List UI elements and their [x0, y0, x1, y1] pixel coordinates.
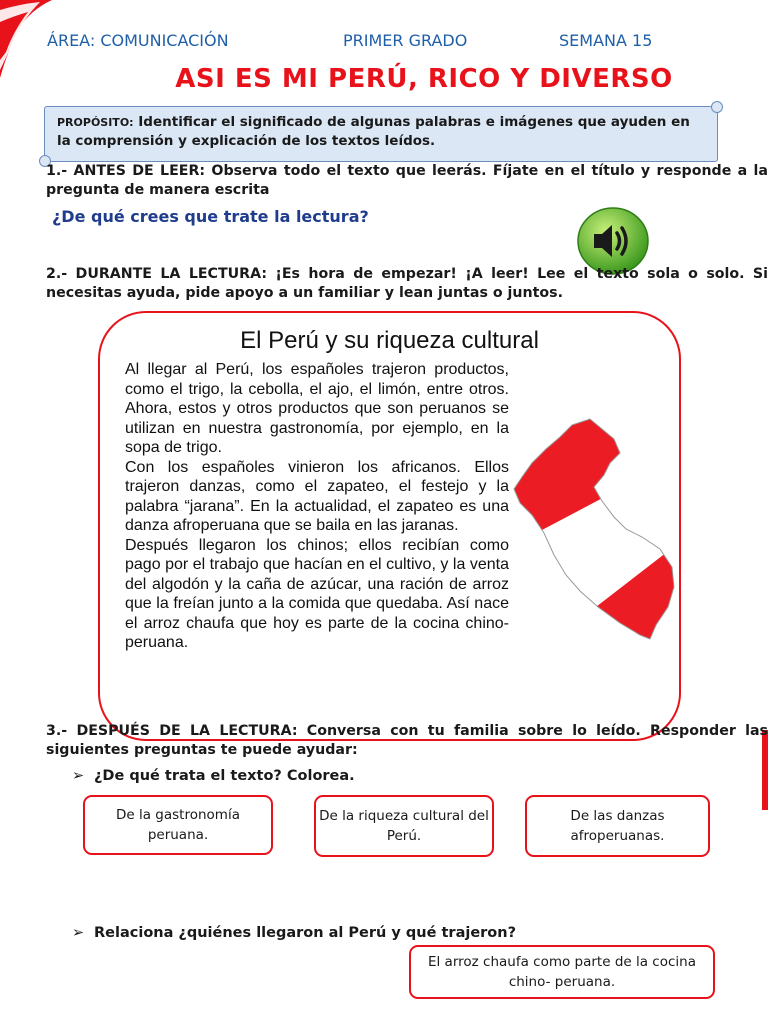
- reading-card: [98, 311, 681, 741]
- answer-box-chaufa[interactable]: El arroz chaufa como parte de la cocina chino- peruana.: [409, 945, 715, 999]
- week-label: SEMANA 15: [559, 31, 653, 50]
- reading-paragraph: Después llegaron los chinos; ellos recibían como pago por el trabajo que hacían en el cultivo, y la venta del algodón y la caña de azúcar, una ración de arroz que la freían junto a la comida que quedaba. Así nace el arroz chaufa que hoy es parte de la cocina chino-peruana.: [125, 536, 509, 651]
- purpose-text: Identificar el significado de algunas palabras e imágenes que ayuden en la comprensión y explicación de los textos leídos.: [57, 114, 690, 149]
- bullet-question-1-text: ¿De qué trata el texto? Colorea.: [94, 768, 355, 784]
- reading-title: El Perú y su riqueza cultural: [240, 327, 539, 354]
- purpose-label: PROPÓSITO:: [57, 116, 134, 129]
- bullet-question-1: [72, 768, 355, 784]
- bullet-question-2-text: Relaciona ¿quiénes llegaron al Perú y qué trajeron?: [94, 925, 517, 941]
- peru-map-icon: [510, 417, 680, 647]
- section1-instructions: 1.- ANTES DE LEER: Observa todo el texto que leerás. Fíjate en el título y responde a la pregunta de manera escrita: [46, 163, 768, 198]
- option-gastronomy[interactable]: De la gastronomía peruana.: [83, 795, 273, 855]
- bullet-question-2: [72, 925, 516, 941]
- reading-body: [125, 360, 509, 653]
- arrow-bullet-icon: ➢: [72, 768, 85, 784]
- arrow-bullet-icon: ➢: [72, 925, 85, 941]
- area-label: ÁREA: COMUNICACIÓN: [47, 31, 229, 50]
- reading-paragraph: Al llegar al Perú, los españoles trajeron productos, como el trigo, la cebolla, el ajo, el limón, entre otros. Ahora, estos y otros productos que son peruanos se utilizan en nuestra gastronomía, por ejemplo, en la sopa de trigo.: [125, 361, 509, 456]
- section3-instructions: 3.- DESPUÉS DE LA LECTURA: Conversa con tu familia sobre lo leído. Responder las siguientes preguntas te puede ayudar:: [46, 723, 768, 758]
- page-title: ASI ES MI PERÚ, RICO Y DIVERSO: [175, 64, 673, 94]
- section2-instructions: 2.- DURANTE LA LECTURA: ¡Es hora de empezar! ¡A leer! Lee el texto sola o solo. Si necesitas ayuda, pide apoyo a un familiar y lean juntas o juntos.: [46, 266, 768, 301]
- reading-paragraph: Con los españoles vinieron los africanos. Ellos trajeron danzas, como el zapateo, el festejo y la palabra “jarana”. En la actualidad, el zapateo es una danza afroperuana que se baila en las jaranas.: [125, 458, 509, 534]
- option-dances[interactable]: De las danzas afroperuanas.: [525, 795, 710, 857]
- option-cultural-wealth[interactable]: De la riqueza cultural del Perú.: [314, 795, 494, 857]
- section1-question: ¿De qué crees que trate la lectura?: [52, 207, 369, 226]
- purpose-box: [44, 106, 718, 162]
- grade-label: PRIMER GRADO: [343, 31, 468, 50]
